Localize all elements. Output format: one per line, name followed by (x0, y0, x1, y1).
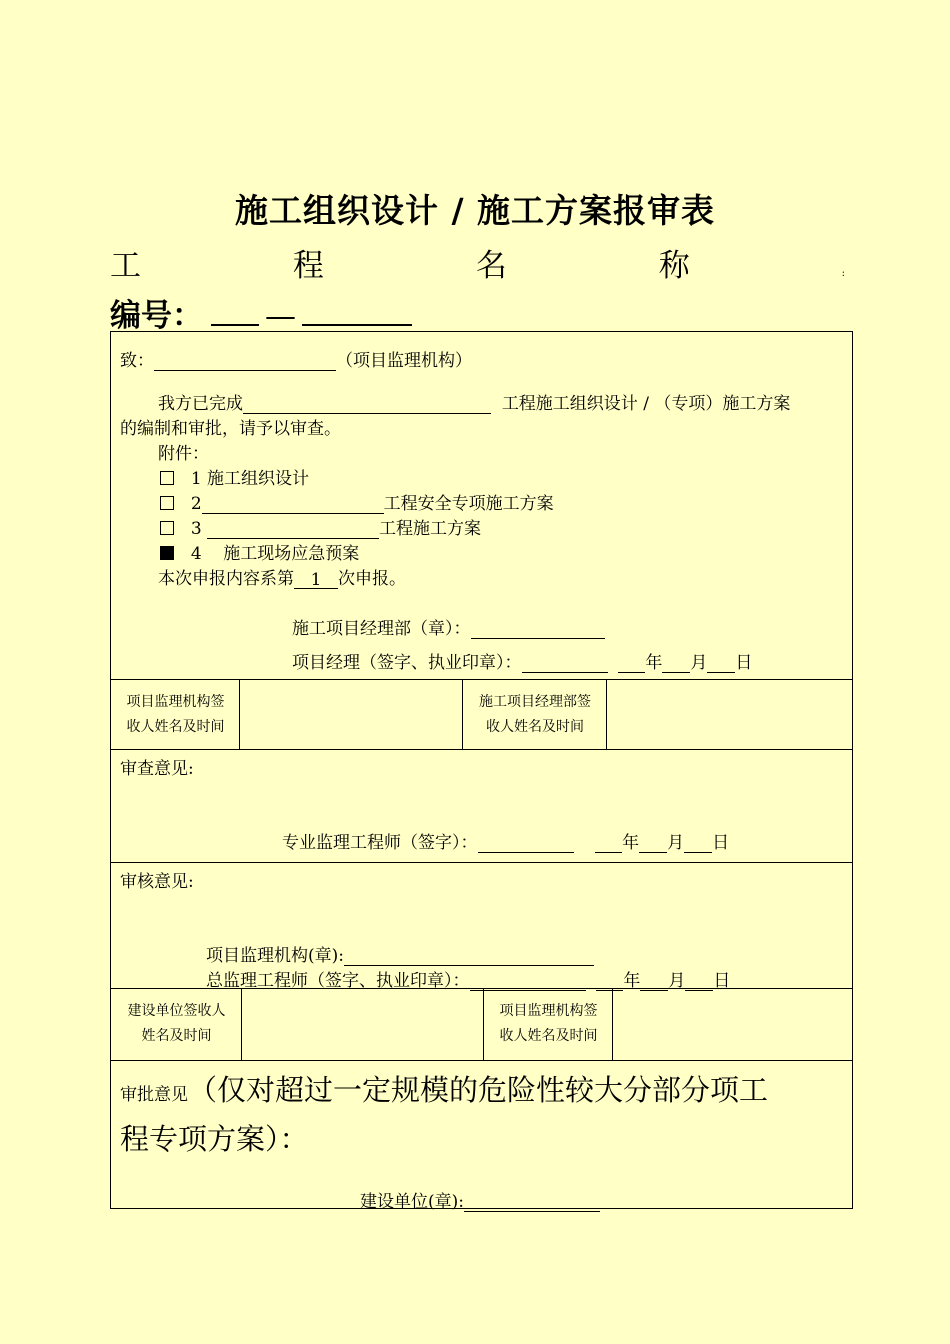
to-field[interactable] (154, 352, 336, 371)
receipt-signature-cell[interactable] (607, 680, 852, 749)
attachment-text: 施工现场应急预案 (223, 544, 360, 564)
attachment-num: 4 (190, 544, 202, 564)
receipt-label-line: 收人姓名及时间 (126, 719, 225, 735)
month-label: 月 (690, 653, 708, 673)
receipt-row-2 (111, 989, 852, 1061)
receipt-label-cell (484, 989, 613, 1060)
receipt-label-line: 建设单位签收人 (127, 1003, 226, 1019)
approval-unit-label: 建设单位(章): (360, 1192, 464, 1212)
project-name-char-1: 工 (110, 248, 141, 284)
day-label: 日 (713, 971, 731, 991)
checkbox-icon[interactable] (160, 471, 174, 485)
attachment-item (160, 539, 359, 564)
checked-checkbox-icon[interactable] (160, 546, 174, 560)
receipt-label-line: 施工项目经理部签 (479, 694, 591, 710)
dept-line (292, 614, 605, 639)
receipt-label-line: 姓名及时间 (141, 1028, 212, 1044)
project-name-colon: : (841, 268, 845, 279)
review-sign-label: 专业监理工程师（签字）： (282, 833, 478, 853)
year-field[interactable] (618, 654, 645, 673)
month-label: 月 (668, 971, 686, 991)
manager-label: 项目经理（签字、执业印章）： (292, 653, 522, 673)
submission-section (111, 332, 852, 680)
project-field[interactable] (243, 395, 491, 414)
approval-line-1 (120, 1071, 768, 1114)
manager-line (292, 648, 752, 673)
review-sign-line (282, 828, 729, 853)
receipt-label-cell (111, 680, 240, 749)
receipt-signature-cell[interactable] (242, 989, 484, 1060)
attachment-item (160, 489, 554, 514)
form-title: 施工组织设计 / 施工方案报审表 (234, 191, 716, 230)
year-label: 年 (645, 653, 663, 673)
audit-org-label: 项目监理机构(章): (206, 946, 344, 966)
times-line (158, 564, 406, 589)
approval-section (111, 1061, 852, 1212)
receipt-label-line: 项目监理机构签 (126, 694, 225, 710)
checkbox-icon[interactable] (160, 521, 174, 535)
audit-section (111, 863, 852, 989)
project-name-char-3: 名 (475, 248, 507, 284)
month-field[interactable] (639, 834, 667, 853)
project-name-row (110, 240, 845, 285)
number-field-2[interactable] (302, 294, 412, 326)
approval-unit-line (360, 1187, 600, 1212)
attachment-item (160, 514, 481, 539)
attachment-num: 3 (190, 519, 202, 539)
attachment-text: 施工组织设计 (207, 469, 310, 489)
day-field[interactable] (707, 654, 735, 673)
receipt-label-cell (111, 989, 242, 1060)
receipt-label-line: 收人姓名及时间 (499, 1028, 598, 1044)
attachment-text: 工程安全专项施工方案 (383, 494, 554, 514)
receipt-label-line: 项目监理机构签 (499, 1003, 598, 1019)
approval-label: 审批意见 (120, 1085, 188, 1105)
audit-org-field[interactable] (344, 947, 594, 966)
checkbox-icon[interactable] (160, 496, 174, 510)
number-field-1[interactable] (211, 294, 259, 326)
receipt-signature-cell[interactable] (613, 989, 852, 1060)
attachment-num: 1 (190, 469, 202, 489)
approval-form (110, 331, 853, 1212)
audit-org-line (206, 941, 594, 966)
receipt-label-line: 收人姓名及时间 (486, 719, 584, 735)
times-prefix: 本次申报内容系第 (158, 569, 294, 589)
approval-note: （仅对超过一定规模的危险性较大分部分项工 (188, 1073, 769, 1107)
year-label: 年 (623, 971, 641, 991)
attachment-item (160, 464, 309, 489)
audit-chief-line (206, 966, 730, 991)
times-suffix: 次申报。 (338, 569, 406, 589)
year-field[interactable] (595, 834, 622, 853)
attachment-field[interactable] (207, 520, 379, 539)
receipt-row-1 (111, 680, 852, 750)
body-line-2: 的编制和审批，请予以审查。 (120, 419, 341, 439)
review-section (111, 750, 852, 863)
receipt-signature-cell[interactable] (240, 680, 463, 749)
month-label: 月 (667, 833, 685, 853)
number-label: 编号： (110, 298, 203, 334)
attachment-num: 2 (190, 494, 202, 514)
to-line (120, 346, 472, 371)
audit-label: 审核意见: (120, 872, 194, 892)
times-value[interactable]: 1 (294, 570, 338, 589)
manager-field[interactable] (522, 654, 608, 673)
approval-note-line-2: 程专项方案）： (120, 1122, 309, 1156)
dept-label: 施工项目经理部（章）： (292, 619, 471, 639)
number-row (110, 290, 412, 335)
to-label: 致： (120, 351, 154, 371)
attachment-field[interactable] (202, 495, 384, 514)
dept-field[interactable] (471, 620, 605, 639)
audit-chief-label: 总监理工程师（签字、执业印章）： (206, 971, 470, 991)
project-name-char-4: 称 (658, 248, 690, 284)
attach-label: 附件： (158, 444, 209, 464)
approval-unit-field[interactable] (464, 1193, 600, 1212)
review-sign-field[interactable] (478, 834, 574, 853)
body-suffix: 工程施工组织设计 / （专项）施工方案 (501, 394, 791, 414)
attachment-text: 工程施工方案 (379, 519, 482, 539)
number-dash: — (265, 298, 296, 334)
body-line-1 (158, 389, 790, 414)
to-suffix: （项目监理机构） (336, 351, 472, 371)
receipt-label-cell (463, 680, 607, 749)
day-label: 日 (735, 653, 753, 673)
year-label: 年 (622, 833, 640, 853)
project-name-char-2: 程 (292, 248, 324, 284)
day-label: 日 (712, 833, 730, 853)
day-field[interactable] (684, 834, 712, 853)
month-field[interactable] (662, 654, 690, 673)
review-label: 审查意见: (120, 759, 194, 779)
body-prefix: 我方已完成 (158, 394, 243, 414)
